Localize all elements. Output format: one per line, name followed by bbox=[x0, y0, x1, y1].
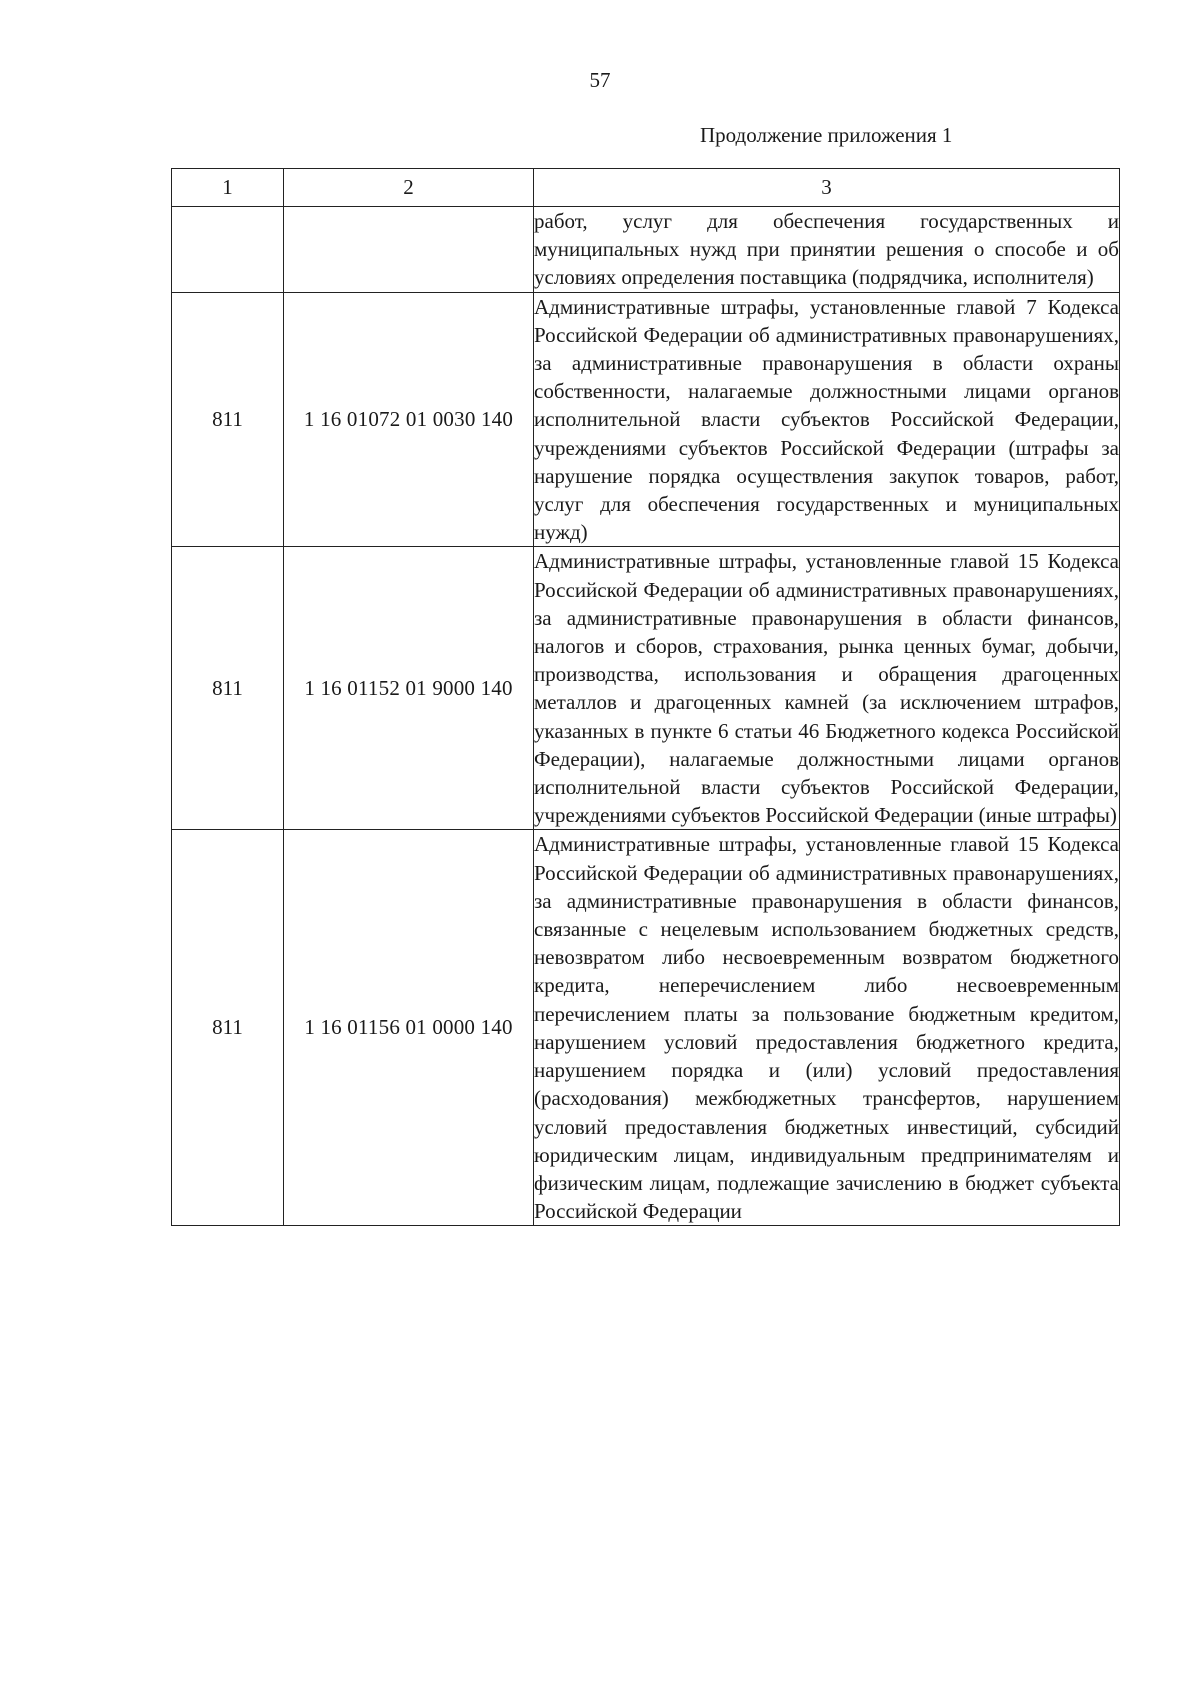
appendix-continuation-note: Продолжение приложения 1 bbox=[700, 123, 953, 147]
chapter-code-cell: 811 bbox=[172, 547, 284, 830]
budget-code-cell: 1 16 01152 01 9000 140 bbox=[284, 547, 534, 830]
description-cell: работ, услуг для обеспечения государственных и муниципальных нужд при принятии решения о способе и об условиях определения поставщика (подрядчика, исполнителя) bbox=[534, 207, 1120, 293]
table-row bbox=[172, 547, 1120, 830]
description-cell: Административные штрафы, установленные главой 15 Кодекса Российской Федерации об административных правонарушениях, за административные правонарушения в области финансов, связанные с нецелевым использованием бюджетных средств, невозвратом либо несвоевременным возвратом бюджетного кредита, неперечислением либо несвоевременным перечислением платы за пользование бюджетным кредитом, нарушением условий предоставления бюджетного кредита, нарушением порядка и (или) условий предоставления (расходования) межбюджетных трансфертов, нарушением условий предоставления бюджетных инвестиций, субсидий юридическим лицам, индивидуальным предпринимателям и физическим лицам, подлежащие зачислению в бюджет субъекта Российской Федерации bbox=[534, 830, 1120, 1226]
table-header-row bbox=[172, 169, 1120, 207]
chapter-code-cell bbox=[172, 207, 284, 293]
table-header-cell-3: 3 bbox=[534, 169, 1120, 207]
description-cell: Административные штрафы, установленные главой 15 Кодекса Российской Федерации об административных правонарушениях, за административные правонарушения в области финансов, налогов и сборов, страхования, рынка ценных бумаг, добычи, производства, использования и обращения драгоценных металлов и драгоценных камней (за исключением штрафов, указанных в пункте 6 статьи 46 Бюджетного кодекса Российской Федерации), налагаемые должностными лицами органов исполнительной власти субъектов Российской Федерации, учреждениями субъектов Российской Федерации (иные штрафы) bbox=[534, 547, 1120, 830]
budget-code-cell: 1 16 01156 01 0000 140 bbox=[284, 830, 534, 1226]
table-row bbox=[172, 830, 1120, 1226]
page-number: 57 bbox=[589, 68, 611, 92]
table-row bbox=[172, 207, 1120, 293]
revenue-codes-table bbox=[171, 168, 1120, 1226]
budget-code-cell bbox=[284, 207, 534, 293]
table-header-cell-2: 2 bbox=[284, 169, 534, 207]
chapter-code-cell: 811 bbox=[172, 830, 284, 1226]
description-cell: Административные штрафы, установленные главой 7 Кодекса Российской Федерации об административных правонарушениях, за административные правонарушения в области охраны собственности, налагаемые должностными лицами органов исполнительной власти субъектов Российской Федерации, учреждениями субъектов Российской Федерации (штрафы за нарушение порядка осуществления закупок товаров, работ, услуг для обеспечения государственных и муниципальных нужд) bbox=[534, 292, 1120, 547]
table-row bbox=[172, 292, 1120, 547]
budget-code-cell: 1 16 01072 01 0030 140 bbox=[284, 292, 534, 547]
table-header-cell-1: 1 bbox=[172, 169, 284, 207]
chapter-code-cell: 811 bbox=[172, 292, 284, 547]
